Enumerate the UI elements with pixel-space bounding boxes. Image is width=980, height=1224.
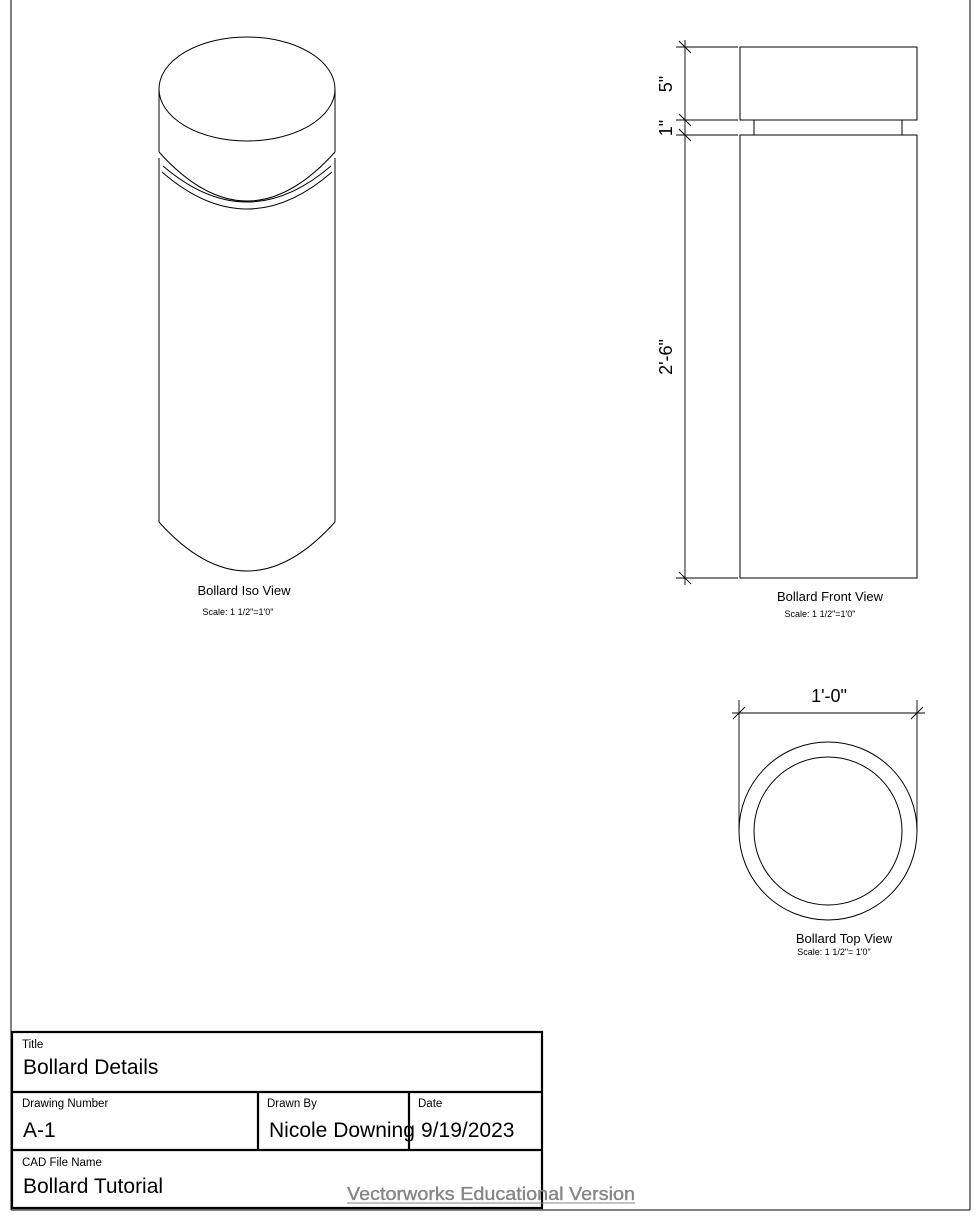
drawing-number-label: Drawing Number — [22, 1098, 109, 1110]
front-dimension-chain — [656, 40, 738, 585]
top-dimension — [732, 686, 925, 831]
bollard-front-view — [656, 40, 917, 619]
date-value: 9/19/2023 — [421, 1119, 515, 1142]
cad-file-value: Bollard Tutorial — [23, 1175, 164, 1198]
title-block — [12, 1032, 542, 1208]
bollard-top-view — [732, 686, 925, 957]
date-label: Date — [418, 1098, 443, 1110]
top-view-scale: Scale: 1 1/2"= 1'0" — [797, 947, 871, 957]
title-value: Bollard Details — [23, 1056, 159, 1079]
dim-diameter: 1'-0" — [811, 686, 847, 706]
drawn-by-value: Nicole Downing — [269, 1119, 415, 1142]
drawn-by-label: Drawn By — [267, 1098, 317, 1110]
dim-body-height: 2'-6" — [656, 339, 676, 375]
dim-cap-height: 5" — [656, 75, 676, 93]
drawing-number-value: A-1 — [23, 1119, 56, 1142]
top-outer-circle — [739, 742, 917, 920]
front-view-caption: Bollard Front View — [777, 589, 883, 604]
iso-view-scale: Scale: 1 1/2"=1'0" — [202, 607, 274, 617]
iso-cap-top — [159, 37, 335, 141]
iso-cap-bottom — [159, 152, 335, 201]
cad-file-label: CAD File Name — [22, 1157, 102, 1169]
iso-view-caption: Bollard Iso View — [197, 583, 291, 598]
iso-body-bottom — [159, 522, 335, 571]
front-cap — [740, 47, 917, 120]
watermark — [347, 1184, 635, 1204]
dim-gap-height: 1" — [656, 119, 676, 137]
sheet-border — [11, 0, 970, 1210]
top-inner-circle — [754, 757, 902, 905]
iso-neck-rim-lower — [162, 172, 332, 209]
iso-neck-rim-upper — [163, 166, 331, 202]
top-view-caption: Bollard Top View — [795, 931, 893, 946]
front-view-scale: Scale: 1 1/2"=1'0" — [784, 609, 856, 619]
front-neck — [754, 120, 902, 135]
title-label: Title — [22, 1039, 44, 1051]
watermark-text: Vectorworks Educational Version — [347, 1184, 635, 1204]
bollard-iso-view — [159, 37, 335, 617]
front-body — [740, 135, 917, 578]
